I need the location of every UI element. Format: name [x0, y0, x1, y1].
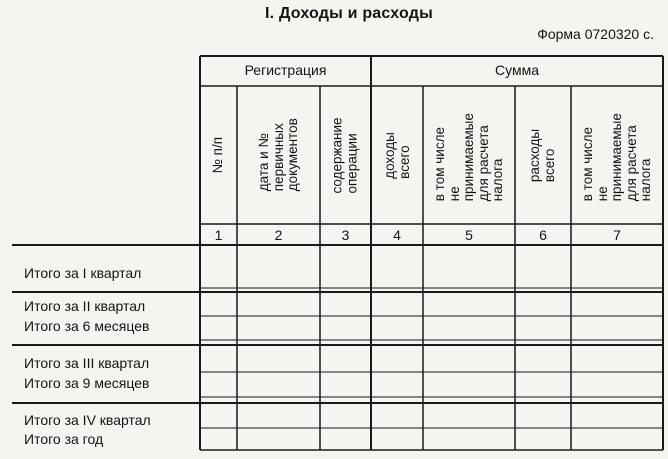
- column-header-label: дата и № первичных документов: [255, 118, 300, 192]
- column-number-6: 6: [539, 227, 547, 243]
- row-label-year-total: Итого за год: [24, 431, 104, 447]
- column-header-label: в том числе не принимаемые для расчета налога: [579, 112, 653, 201]
- column-header-4: [371, 86, 423, 224]
- group-header-sum: Сумма: [495, 62, 539, 78]
- row-label-6-months-total: Итого за 6 месяцев: [24, 318, 150, 334]
- column-header-label: расходы всего: [527, 128, 557, 182]
- column-header-7: [571, 86, 663, 224]
- column-header-1: [200, 86, 237, 224]
- row-label-q1-total: Итого за I квартал: [24, 265, 142, 281]
- row-label-q3-total: Итого за III квартал: [24, 355, 150, 371]
- column-header-label: в том числе не принимаемые для расчета налога: [431, 112, 505, 201]
- column-header-label: содержание операции: [330, 116, 360, 194]
- row-label-q4-total: Итого за IV квартал: [24, 412, 151, 428]
- page-title: I. Доходы и расходы: [265, 5, 433, 22]
- row-label-9-months-total: Итого за 9 месяцев: [24, 375, 150, 391]
- column-header-5: [423, 86, 515, 224]
- column-number-3: 3: [341, 227, 350, 243]
- column-number-2: 2: [274, 227, 283, 243]
- column-number-5: 5: [465, 227, 473, 243]
- column-header-3: [320, 86, 371, 224]
- group-header-registration: Регистрация: [244, 62, 327, 78]
- column-header-2: [237, 86, 320, 224]
- column-number-4: 4: [393, 227, 401, 243]
- column-header-label: доходы всего: [381, 131, 411, 179]
- column-number-1: 1: [214, 227, 223, 243]
- row-label-q2-total: Итого за II квартал: [24, 298, 146, 314]
- form-number: Форма 0720320 с.: [537, 26, 654, 42]
- column-header-label: № п/п: [210, 136, 226, 174]
- column-header-6: [515, 86, 571, 224]
- column-number-7: 7: [613, 227, 621, 243]
